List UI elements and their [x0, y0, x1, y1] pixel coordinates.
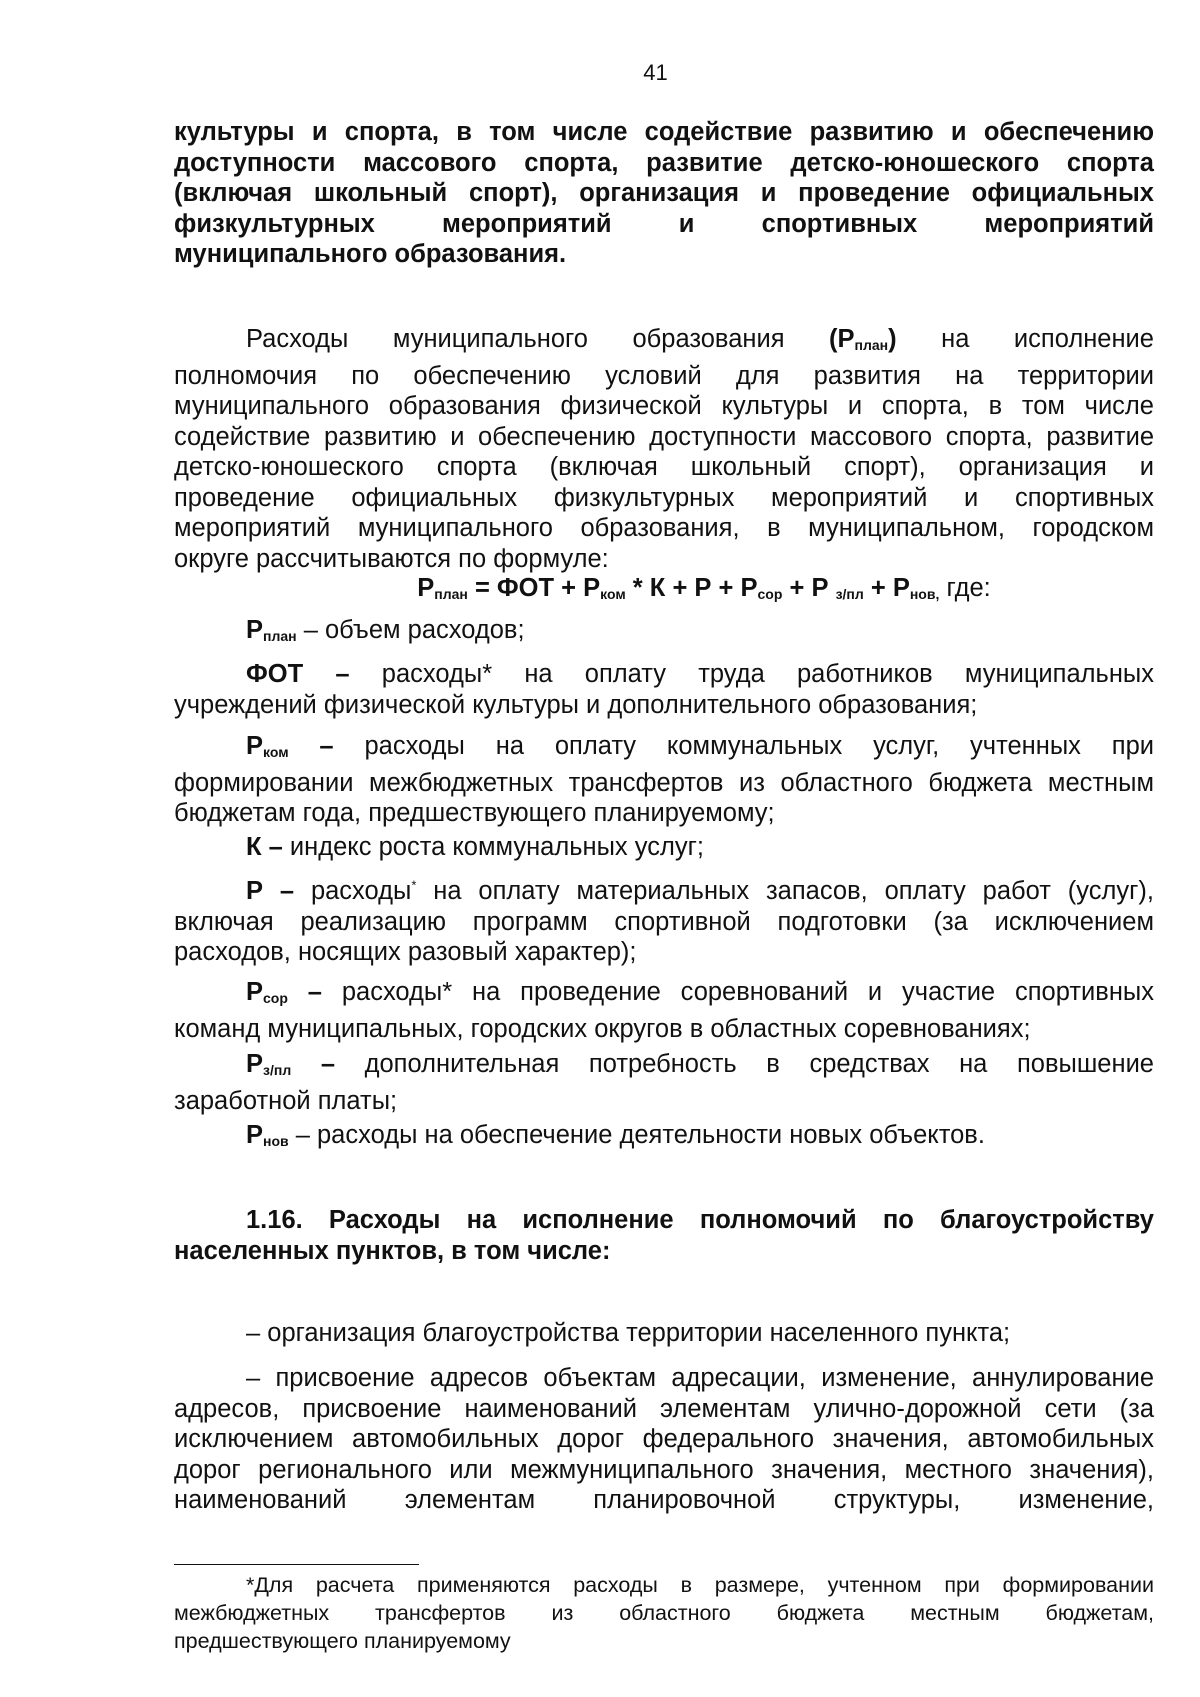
intro-line: проведение официальных физкультурных мероприятий и спортивных — [174, 483, 1154, 512]
intro-line: округе рассчитываются по формуле: — [174, 544, 609, 573]
footnote-separator — [174, 1564, 419, 1565]
section-heading: 1.16. Расходы на исполнение полномочий по благоустройству населенных пунктов, в том числе: — [174, 1206, 1154, 1265]
definition-fot: ФОТ – расходы* на оплату труда работников муниципальных учреждений физической культуры и дополнительного образования; — [174, 660, 1154, 719]
heading-line: (включая школьный спорт), организация и проведение официальных — [174, 179, 1154, 207]
list-item: – организация благоустройства территории населенного пункта; — [246, 1319, 1011, 1347]
definition-pnov: $Р_{нов}$ – расходы на обеспечение деятельности новых объектов. — [246, 1121, 985, 1149]
heading-line: доступности массового спорта, развитие детско-юношеского спорта — [174, 148, 1154, 177]
heading-line: культуры и спорта, в том числе содействие развитию и обеспечению — [174, 118, 1154, 146]
heading-line: муниципального образования. — [174, 240, 567, 268]
definition-pzpl: $Р_{з/пл}$ – дополнительная потребность в средствах на повышение заработной платы; — [174, 1050, 1154, 1115]
intro-paragraph — [174, 324, 1154, 574]
intro-line: содействие развитию и обеспечению доступности массового спорта, развитие — [174, 422, 1154, 451]
footnote: *Для расчета применяются расходы в размере, учтенном при формировании межбюджетных трансфертов из областного бюджета местным бюджетам, предшествующего планируемому — [174, 1573, 1154, 1653]
definition-k: К – индекс роста коммунальных услуг; — [246, 833, 704, 861]
formula: $Р_{план}$ = ФОТ + $Р_{ком} * К + Р + Р_{сор} + Р$ $_{з/пл} + Р_{нов,}$ где: — [417, 574, 991, 602]
intro-line: мероприятий муниципального образования, в муниципальном, городском — [174, 514, 1154, 542]
definition-psor: $Р_{сор}$ – расходы* на проведение соревнований и участие спортивных команд муниципальных, городских округов в областных соревнованиях; — [174, 978, 1154, 1043]
intro-line: детско-юношеского спорта (включая школьный спорт), организация и — [174, 453, 1154, 481]
intro-first-line: Расходы муниципального образования $(Р_{план})$ на исполнение — [246, 325, 1154, 353]
definition-pplan: $Р_{план}$ – объем расходов; — [246, 616, 525, 644]
heading-line: физкультурных мероприятий и спортивных мероприятий — [174, 209, 1154, 238]
intro-line: муниципального образования физической культуры и спорта, в том числе — [174, 392, 1154, 420]
list-item: – присвоение адресов объектам адресации, изменение, аннулирование адресов, присвоение наименований элементам улично-дорожной сети (за исключением автомобильных дорог федерального значения, автомобильных дорог регионального или межмуниципального значения, местного значения), наименований элементам планировочной структуры, изменение, — [174, 1364, 1154, 1514]
intro-line: полномочия по обеспечению условий для развития на территории — [174, 361, 1154, 390]
page-number: 41 — [643, 60, 668, 85]
definition-pkom: $Р_{ком}$ – расходы на оплату коммунальных услуг, учтенных при формировании межбюджетных трансфертов из областного бюджета местным бюджетам года, предшествующего планируемому; — [174, 732, 1154, 827]
definition-p: Р – расходы* на оплату материальных запасов, оплату работ (услуг), включая реализацию программ спортивной подготовки (за исключением расходов, носящих разовый характер); — [174, 877, 1154, 966]
heading-continuation — [174, 117, 1154, 270]
